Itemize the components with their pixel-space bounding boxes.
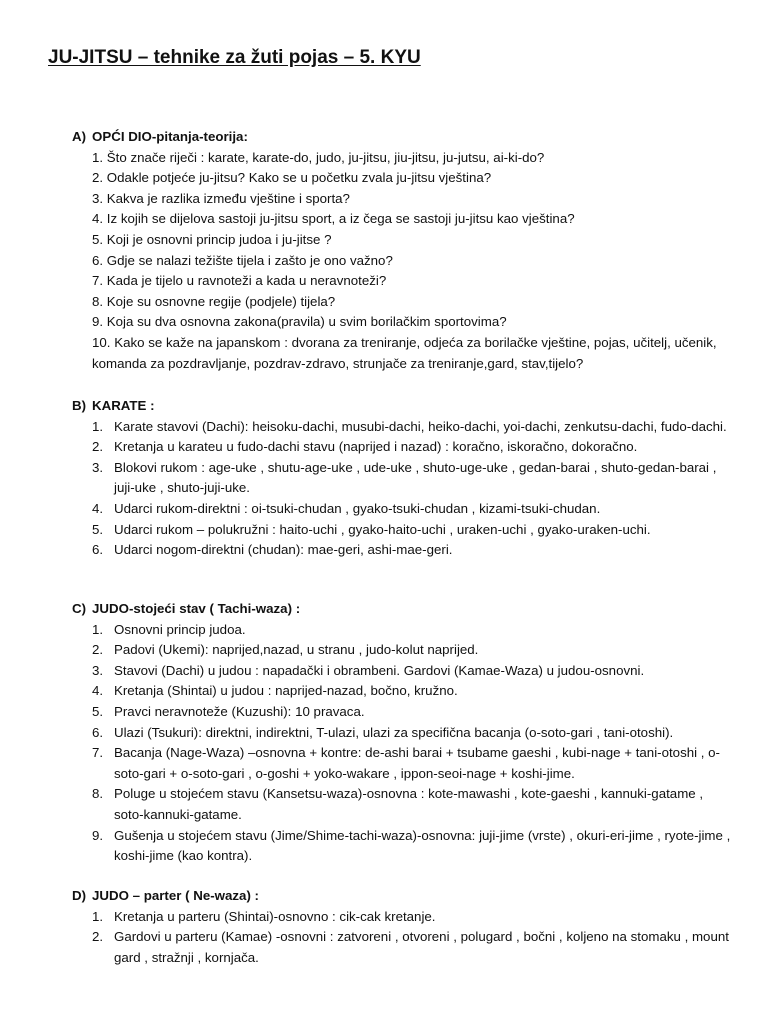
item-text: Pravci neravnoteže (Kuzushi): 10 pravaca. xyxy=(114,703,365,719)
list-item xyxy=(72,271,732,292)
item-number: 6. xyxy=(92,542,104,558)
list-item xyxy=(72,292,732,313)
item-number: 10. xyxy=(92,334,111,350)
section-letter: D) xyxy=(72,888,87,903)
item-number: 9. xyxy=(92,314,104,330)
item-number: 5. xyxy=(92,231,104,247)
list-item xyxy=(72,417,732,438)
section-letter: B) xyxy=(72,398,87,413)
item-number: 6. xyxy=(92,724,104,740)
list-item xyxy=(72,640,732,661)
item-text: Blokovi rukom : age-uke , shutu-age-uke , ude-uke , shuto-uge-uke , gedan-barai , shuto-gedan-barai , juji-uke , shuto-juji-uke. xyxy=(114,459,717,496)
section-letter: A) xyxy=(72,129,87,144)
list-item xyxy=(72,312,732,333)
item-number: 8. xyxy=(92,786,104,802)
list-item xyxy=(72,230,732,251)
section-heading xyxy=(72,599,732,620)
item-text: Kako se kaže na japanskom : dvorana za treniranje, odjeća za borilačke vještine, pojas, učitelj, učenik, komanda za pozdravljanje, pozdrav-zdravo, strunjače za treniranje,gard, stav,tijelo? xyxy=(92,334,717,371)
list-item xyxy=(72,723,732,744)
item-number: 4. xyxy=(92,500,104,516)
section-title: KARATE : xyxy=(92,398,155,413)
item-text: Padovi (Ukemi): naprijed,nazad, u stranu , judo-kolut naprijed. xyxy=(114,642,479,658)
list-item xyxy=(72,148,732,169)
item-number: 4. xyxy=(92,211,104,227)
item-number: 5. xyxy=(92,703,104,719)
item-text: Osnovni princip judoa. xyxy=(114,621,246,637)
item-number: 9. xyxy=(92,827,104,843)
list-item xyxy=(72,520,732,541)
item-number: 7. xyxy=(92,273,104,289)
section-heading xyxy=(72,886,732,907)
list-item xyxy=(72,826,732,867)
section-judo-ground xyxy=(72,886,732,968)
item-number: 3. xyxy=(92,662,104,678)
list-item xyxy=(72,681,732,702)
item-text: Udarci rukom – polukružni : haito-uchi , gyako-haito-uchi , uraken-uchi , gyako-uraken-uchi. xyxy=(114,521,651,537)
item-text: Koje su osnovne regije (podjele) tijela? xyxy=(106,293,336,309)
list-item xyxy=(72,458,732,499)
list-item xyxy=(72,743,732,784)
page-title: JU-JITSU – tehnike za žuti pojas – 5. KYU xyxy=(48,47,421,68)
item-text: Karate stavovi (Dachi): heisoku-dachi, musubi-dachi, heiko-dachi, yoi-dachi, zenkutsu-dachi, fudo-dachi. xyxy=(114,418,727,434)
section-title: JUDO – parter ( Ne-waza) : xyxy=(92,888,259,903)
section-heading xyxy=(72,396,732,417)
item-text: Ulazi (Tsukuri): direktni, indirektni, T-ulazi, ulazi za specifična bacanja (o-soto-gari , tani-otoshi). xyxy=(114,724,674,740)
item-text: Iz kojih se dijelova sastoji ju-jitsu sport, a iz čega se sastoji ju-jitsu kao vještina? xyxy=(106,211,575,227)
section-judo-standing xyxy=(72,599,732,867)
list-item xyxy=(72,540,732,561)
item-text: Gardovi u parteru (Kamae) -osnovni : zatvoreni , otvoreni , polugard , bočni , koljeno na stomaku , mount gard , stražnji , kornjača. xyxy=(114,929,729,965)
item-text: Gušenja u stojećem stavu (Jime/Shime-tachi-waza)-osnovna: juji-jime (vrste) , okuri-eri-jime , ryote-jime , koshi-jime (kao kontra). xyxy=(114,827,731,864)
item-number: 8. xyxy=(92,293,104,309)
list-item xyxy=(72,189,732,210)
list-item xyxy=(72,499,732,520)
item-number: 2. xyxy=(92,929,104,945)
item-text: Kada je tijelo u ravnoteži a kada u neravnoteži? xyxy=(106,273,387,289)
item-number: 1. xyxy=(92,149,104,165)
item-text: Gdje se nalazi težište tijela i zašto je ono važno? xyxy=(106,252,393,268)
item-text: Odakle potjeće ju-jitsu? Kako se u početku zvala ju-jitsu vještina? xyxy=(106,170,492,186)
item-number: 4. xyxy=(92,683,104,699)
item-text: Kretanja u karateu u fudo-dachi stavu (naprijed i nazad) : koračno, iskoračno, dokoračno. xyxy=(114,439,638,455)
technique-list xyxy=(72,417,732,561)
section-general-theory xyxy=(72,127,732,374)
item-text: Kretanja u parteru (Shintai)-osnovno : cik-cak kretanje. xyxy=(114,908,436,924)
item-text: Udarci nogom-direktni (chudan): mae-geri, ashi-mae-geri. xyxy=(114,542,453,558)
item-text: Kakva je razlika između vještine i sporta? xyxy=(106,190,350,206)
item-text: Kretanja (Shintai) u judou : naprijed-nazad, bočno, kružno. xyxy=(114,683,458,699)
list-item xyxy=(72,907,732,928)
item-number: 6. xyxy=(92,252,104,268)
item-text: Što znače riječi : karate, karate-do, judo, ju-jitsu, jiu-jitsu, ju-jutsu, ai-ki-do? xyxy=(106,149,545,165)
item-number: 3. xyxy=(92,459,104,475)
technique-list xyxy=(72,907,732,969)
item-number: 3. xyxy=(92,190,104,206)
list-item xyxy=(72,702,732,723)
section-title: JUDO-stojeći stav ( Tachi-waza) : xyxy=(92,601,301,616)
list-item xyxy=(72,927,732,968)
item-number: 2. xyxy=(92,642,104,658)
section-letter: C) xyxy=(72,601,87,616)
list-item xyxy=(72,661,732,682)
question-list xyxy=(72,148,732,375)
item-text: Bacanja (Nage-Waza) –osnovna + kontre: de-ashi barai + tsubame gaeshi , kubi-nage + tani-otoshi , o-soto-gari + o-soto-gari , o-goshi + yoko-wakare , ippon-seoi-nage + koshi-jime. xyxy=(114,745,720,781)
list-item xyxy=(72,620,732,641)
item-text: Koja su dva osnovna zakona(pravila) u svim borilačkim sportovima? xyxy=(106,314,507,330)
item-number: 2. xyxy=(92,439,104,455)
list-item xyxy=(72,784,732,825)
technique-list xyxy=(72,620,732,867)
item-text: Koji je osnovni princip judoa i ju-jitse ? xyxy=(106,231,332,247)
section-karate xyxy=(72,396,732,561)
item-number: 1. xyxy=(92,621,104,637)
section-title: OPĆI DIO-pitanja-teorija: xyxy=(92,129,248,144)
item-text: Udarci rukom-direktni : oi-tsuki-chudan , gyako-tsuki-chudan , kizami-tsuki-chudan. xyxy=(114,500,601,516)
item-number: 7. xyxy=(92,745,104,761)
item-text: Stavovi (Dachi) u judou : napadački i obrambeni. Gardovi (Kamae-Waza) u judou-osnovni. xyxy=(114,662,645,678)
list-item xyxy=(72,209,732,230)
item-number: 1. xyxy=(92,418,104,434)
list-item xyxy=(72,251,732,272)
list-item xyxy=(72,333,732,374)
list-item xyxy=(72,168,732,189)
list-item xyxy=(72,437,732,458)
item-number: 2. xyxy=(92,170,104,186)
section-heading xyxy=(72,127,732,148)
item-text: Poluge u stojećem stavu (Kansetsu-waza)-osnovna : kote-mawashi , kote-gaeshi , kannuki-gatame , soto-kannuki-gatame. xyxy=(114,786,704,822)
item-number: 1. xyxy=(92,908,104,924)
item-number: 5. xyxy=(92,521,104,537)
